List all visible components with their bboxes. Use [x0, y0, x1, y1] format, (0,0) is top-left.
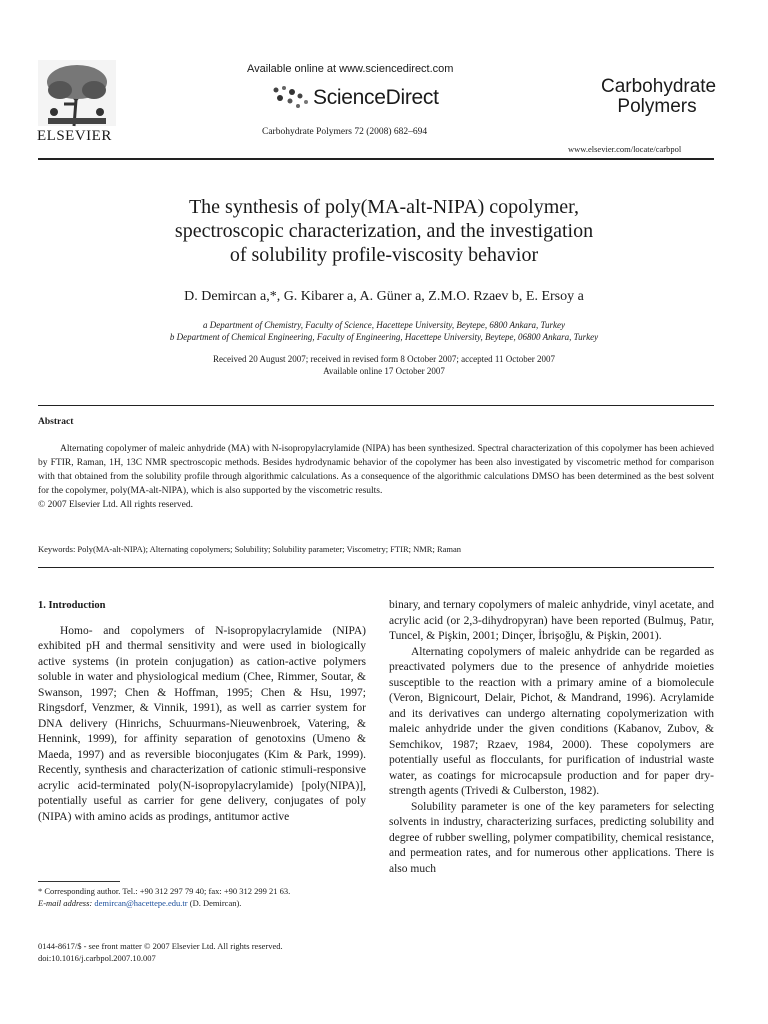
journal-reference: Carbohydrate Polymers 72 (2008) 682–694	[262, 127, 428, 137]
article-dates	[60, 353, 708, 377]
email-line	[38, 897, 366, 909]
left-column	[38, 598, 366, 825]
journal-name	[601, 76, 717, 117]
keywords: Keywords: Poly(MA-alt-NIPA); Alternating copolymers; Solubility; Solubility parameter; Viscometry; FTIR; NMR; Raman	[38, 544, 462, 554]
right-column	[389, 598, 714, 877]
paragraph: Solubility parameter is one of the key parameters for selecting solvents in industry, characterizing surfaces, predicting solubility and degree of rubber swelling, polymer compatibility, chemical resistance, and permeation rates, and for numerous other applications. There is also much	[389, 800, 714, 875]
title-line: The synthesis of poly(MA-alt-NIPA) copolymer,	[188, 196, 580, 218]
issn-line: 0144-8617/$ - see front matter © 2007 Elsevier Ltd. All rights reserved.	[38, 941, 283, 951]
title-line: of solubility profile-viscosity behavior	[229, 244, 539, 266]
abstract-heading: Abstract	[38, 417, 74, 427]
journal-url[interactable]: www.elsevier.com/locate/carbpol	[568, 144, 682, 154]
header-divider	[38, 158, 714, 160]
journal-name-line1: Carbohydrate	[601, 76, 717, 97]
abstract-bottom-rule	[38, 567, 714, 568]
publisher-name: ELSEVIER	[37, 128, 112, 144]
received-dates: Received 20 August 2007; received in revised form 8 October 2007; accepted 11 October 2007	[212, 354, 556, 364]
paragraph: Alternating copolymers of maleic anhydride can be regarded as preactivated polymers due to the presence of anhydride moieties susceptible to the reaction with a primary amine of a biomolecule (Veron, Bignicourt, Delair, Pichot, & Mandrand, 1996). Acrylamide and its derivatives can undergo alternating copolymerization with maleic anhydride under the given conditions (Kabanov, Zubov, & Semchikov, 1987; Rzaev, 1984, 2000). These copolymers are potentially useful as flocculants, for purification of industrial waste water, as coatings for microcapsule production and for paper dry-strength agents (Trivedi & Culberston, 1982).	[389, 645, 714, 797]
footnote-rule	[38, 881, 120, 882]
front-matter	[38, 940, 438, 964]
corresponding-author: * Corresponding author. Tel.: +90 312 297 79 40; fax: +90 312 299 21 63.	[38, 886, 291, 896]
affiliation-b: b Department of Chemical Engineering, Faculty of Engineering, Hacettepe University, Beytepe, 06800 Ankara, Turkey	[169, 332, 599, 342]
sciencedirect-wordmark: ScienceDirect	[313, 86, 439, 109]
section-heading: 1. Introduction	[38, 600, 106, 611]
author-list: D. Demircan a,*, G. Kibarer a, A. Güner a, Z.M.O. Rzaev b, E. Ersoy a	[184, 289, 584, 304]
email-name: (D. Demircan).	[189, 898, 242, 908]
article-title	[60, 195, 708, 267]
intro-paragraph: Homo- and copolymers of N-isopropylacrylamide (NIPA) exhibited pH and thermal sensitivity and were used in biologically active systems (in protein conjugation) as cation-active polymers soluble in water and physiological medium (Chee, Rimmer, Soutar, & Swanson, 1997; Chen & Hoffman, 1995; Chen & Hsu, 1997; Ringsdorf, Venzmer, & Vinnik, 1991), as well as carrier system for DNA delivery (Hinrichs, Schuurmans-Nieuwenbroek, Vatering, & Hennink, 1999), for affinity separation of genotoxins (Umeno & Maeda, 1997) and as reversible bioconjugates (Kim & Park, 1999). Recently, synthesis and characterization of cationic stimuli-responsive acrylic acid-terminated poly(N-isopropylacrylamide) [poly(NIPA)], potentially useful as carrier for gene delivery, conjugates of poly (NIPA) with amino acids as prodings, antitumor active	[38, 624, 366, 823]
title-line: spectroscopic characterization, and the investigation	[174, 220, 594, 242]
online-date: Available online 17 October 2007	[323, 366, 445, 376]
abstract-copyright: © 2007 Elsevier Ltd. All rights reserved.	[38, 500, 193, 510]
abstract-top-rule	[38, 405, 714, 406]
email-link[interactable]: demircan@hacettepe.edu.tr	[94, 898, 188, 908]
sciencedirect-dots-icon	[270, 84, 310, 110]
abstract-body	[38, 442, 714, 512]
journal-name-line2: Polymers	[617, 96, 697, 117]
affiliations	[60, 319, 708, 343]
abstract-text: Alternating copolymer of maleic anhydride (MA) with N-isopropylacrylamide (NIPA) has been synthesized. Spectral characterization of this copolymer has been achieved by FTIR, Raman, 1H, 13C NMR spectroscopic methods. Besides hydrodynamic behavior of the copolymer has been also investigated by viscometric method for comparison with that obtained from the solubility profile through algorithmic calculations. As a consequence of the algorithmic calculations DMSO has been determined as the best solvent for the copolymer, poly(MA-alt-NIPA), which is also supported by the viscometric results.	[38, 444, 714, 496]
paragraph: binary, and ternary copolymers of maleic anhydride, vinyl acetate, and acrylic acid (or 2,3-dihydropyran) have been reported (Bulmuş, Patır, Tuncel, & Pişkin, 2001; Dinçer, İbrişoğlu, & Pişkin, 2001).	[389, 599, 714, 642]
email-label: E-mail address:	[38, 898, 93, 908]
affiliation-a: a Department of Chemistry, Faculty of Science, Hacettepe University, Beytepe, 6800 Ankara, Turkey	[203, 320, 565, 330]
footnote	[38, 885, 366, 909]
doi-line[interactable]: doi:10.1016/j.carbpol.2007.10.007	[38, 953, 156, 963]
available-online-text: Available online at www.sciencedirect.com	[247, 63, 454, 75]
